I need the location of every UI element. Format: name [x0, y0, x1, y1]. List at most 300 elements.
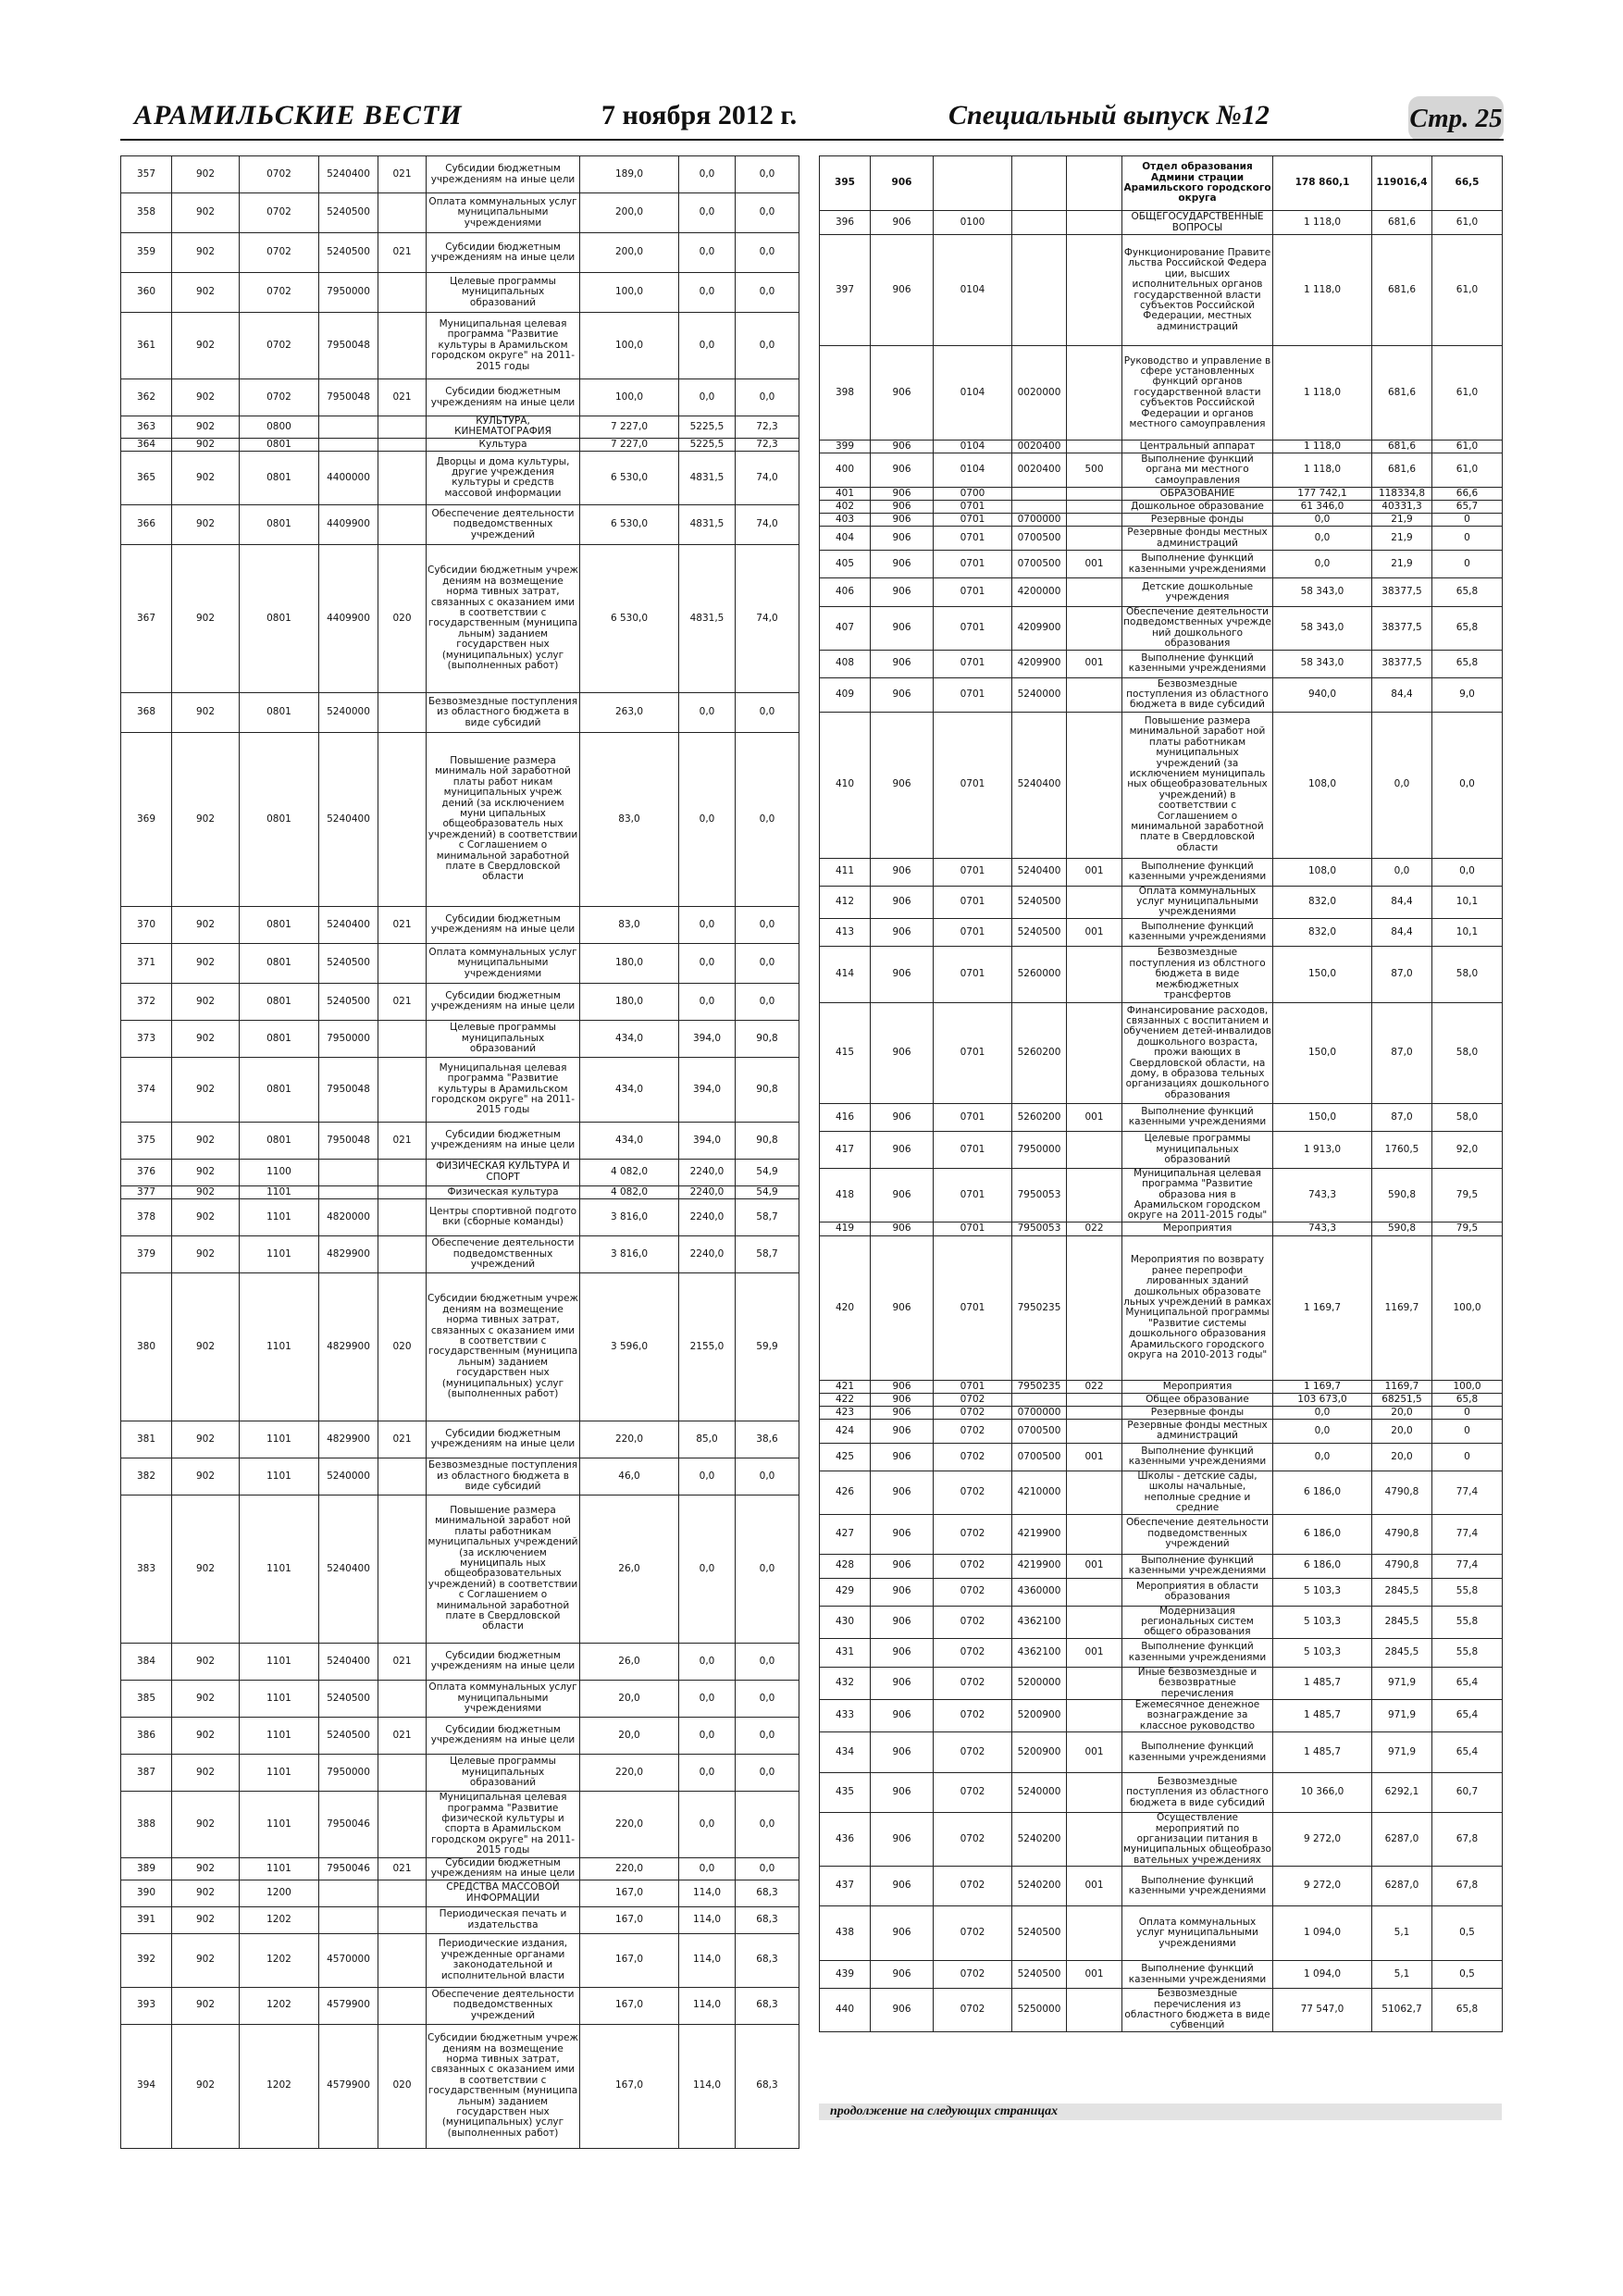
cell-fact: 681,6 — [1372, 441, 1432, 453]
cell-name: Мероприятия в области образования — [1122, 1578, 1273, 1606]
cell-pct: 61,0 — [1432, 235, 1503, 346]
cell-num: 381 — [121, 1421, 172, 1458]
cell-pct: 0,5 — [1432, 1961, 1503, 1989]
page-number: Стр. 25 — [1409, 103, 1503, 133]
cell-csr: 4579900 — [319, 2024, 378, 2148]
cell-num: 359 — [121, 233, 172, 273]
cell-name: Обеспечение деятельности подведомственных учреждений — [427, 1987, 580, 2024]
cell-vr — [1067, 886, 1122, 918]
cell-fact: 87,0 — [1372, 1002, 1432, 1103]
cell-fact: 0,0 — [679, 943, 736, 983]
cell-fact: 85,0 — [679, 1421, 736, 1458]
cell-pct: 55,8 — [1432, 1606, 1503, 1638]
cell-name: Выполнение функций казенными учреждениями — [1122, 1867, 1273, 1906]
cell-ved: 902 — [172, 233, 240, 273]
cell-name: Отдел образования Админи страции Арамильского городского округа — [1122, 156, 1273, 211]
cell-csr — [319, 1906, 378, 1933]
cell-vr — [378, 1020, 427, 1057]
cell-razdel: 0104 — [934, 235, 1012, 346]
cell-ved: 906 — [871, 1638, 934, 1667]
table-row — [121, 1458, 799, 1495]
cell-csr: 5240500 — [319, 233, 378, 273]
cell-razdel: 0801 — [240, 544, 319, 692]
table-row — [820, 1638, 1503, 1667]
special-issue-label: Специальный выпуск №12 — [948, 100, 1270, 130]
cell-pct: 0,0 — [736, 943, 799, 983]
cell-csr: 5240400 — [319, 156, 378, 193]
cell-name: Субсидии бюджетным учреждениям на иные цели — [427, 1421, 580, 1458]
cell-name: Безвозмездные поступления из областного бюджета в виде субсидий — [1122, 677, 1273, 712]
cell-csr: 5240000 — [1012, 677, 1067, 712]
cell-name: Периодические издания, учрежденные органами законодательной и исполнительной власти — [427, 1933, 580, 1987]
cell-pct: 92,0 — [1432, 1131, 1503, 1168]
table-row — [820, 501, 1503, 514]
cell-num: 434 — [820, 1732, 871, 1773]
cell-pct: 61,0 — [1432, 211, 1503, 235]
cell-name: Резервные фонды местных администраций — [1122, 527, 1273, 551]
table-row — [121, 233, 799, 273]
cell-ved: 902 — [172, 1880, 240, 1906]
cell-razdel: 0702 — [934, 1638, 1012, 1667]
cell-vr — [378, 1495, 427, 1643]
cell-vr: 001 — [1067, 1867, 1122, 1906]
cell-razdel: 0104 — [934, 441, 1012, 453]
cell-csr: 4829900 — [319, 1235, 378, 1272]
table-row — [121, 1495, 799, 1643]
cell-plan: 177 742,1 — [1273, 488, 1372, 501]
table-row — [820, 346, 1503, 441]
cell-razdel: 1101 — [240, 1680, 319, 1717]
table-row — [121, 1198, 799, 1235]
cell-fact: 0,0 — [679, 156, 736, 193]
cell-num: 377 — [121, 1185, 172, 1198]
cell-num: 402 — [820, 501, 871, 514]
cell-pct: 72,3 — [736, 416, 799, 439]
cell-name: КУЛЬТУРА, КИНЕМАТОГРАФИЯ — [427, 416, 580, 439]
table-row — [820, 441, 1503, 453]
cell-razdel: 1101 — [240, 1857, 319, 1880]
cell-vr — [1067, 514, 1122, 527]
cell-ved: 902 — [172, 313, 240, 379]
cell-num: 380 — [121, 1272, 172, 1421]
table-row — [820, 858, 1503, 886]
cell-csr: 5200900 — [1012, 1732, 1067, 1773]
cell-plan: 200,0 — [580, 193, 679, 233]
cell-plan: 83,0 — [580, 906, 679, 943]
cell-razdel: 0801 — [240, 438, 319, 451]
cell-plan: 7 227,0 — [580, 438, 679, 451]
cell-plan: 263,0 — [580, 692, 679, 732]
cell-plan: 4 082,0 — [580, 1185, 679, 1198]
cell-plan: 6 186,0 — [1273, 1514, 1372, 1554]
cell-razdel: 0702 — [934, 1813, 1012, 1867]
cell-num: 418 — [820, 1168, 871, 1222]
cell-pct: 0,0 — [1432, 712, 1503, 858]
cell-fact: 38377,5 — [1372, 578, 1432, 607]
cell-num: 417 — [820, 1131, 871, 1168]
table-row — [820, 1813, 1503, 1867]
cell-razdel: 1101 — [240, 1185, 319, 1198]
cell-pct: 59,9 — [736, 1272, 799, 1421]
cell-name: Муниципальная целевая программа "Развитие образова ния в Арамильском городском округе на 2011-2015 годы" — [1122, 1168, 1273, 1222]
cell-ved: 906 — [871, 650, 934, 677]
cell-fact: 0,0 — [679, 233, 736, 273]
cell-plan: 58 343,0 — [1273, 578, 1372, 607]
cell-ved: 902 — [172, 2024, 240, 2148]
cell-razdel: 0701 — [934, 946, 1012, 1002]
cell-ved: 906 — [871, 1989, 934, 2032]
cell-fact: 21,9 — [1372, 514, 1432, 527]
cell-plan: 178 860,1 — [1273, 156, 1372, 211]
cell-vr — [1067, 1419, 1122, 1443]
cell-name: Обеспечение деятельности подведомственных учреждений — [427, 504, 580, 544]
cell-vr — [1067, 235, 1122, 346]
table-row — [121, 504, 799, 544]
table-row — [121, 1717, 799, 1754]
cell-name: Дошкольное образование — [1122, 501, 1273, 514]
cell-pct: 0,0 — [736, 692, 799, 732]
cell-plan: 108,0 — [1273, 858, 1372, 886]
cell-name: Дворцы и дома культуры, другие учреждения культуры и средств массовой информации — [427, 451, 580, 504]
cell-fact: 20,0 — [1372, 1419, 1432, 1443]
cell-csr: 7950048 — [319, 313, 378, 379]
cell-ved: 906 — [871, 858, 934, 886]
cell-csr: 5240400 — [319, 1643, 378, 1680]
table-row — [820, 1222, 1503, 1235]
cell-pct: 77,4 — [1432, 1554, 1503, 1578]
cell-num: 404 — [820, 527, 871, 551]
cell-pct: 65,4 — [1432, 1667, 1503, 1699]
cell-num: 427 — [820, 1514, 871, 1554]
cell-fact: 681,6 — [1372, 235, 1432, 346]
cell-fact: 971,9 — [1372, 1732, 1432, 1773]
cell-fact: 119016,4 — [1372, 156, 1432, 211]
cell-ved: 902 — [172, 732, 240, 906]
cell-ved: 902 — [172, 1754, 240, 1791]
cell-ved: 906 — [871, 501, 934, 514]
table-row — [121, 156, 799, 193]
cell-razdel: 0702 — [934, 1406, 1012, 1419]
cell-name: Выполнение функций казенными учреждениями — [1122, 1443, 1273, 1471]
table-row — [121, 1122, 799, 1159]
cell-ved: 906 — [871, 1961, 934, 1989]
cell-ved: 906 — [871, 488, 934, 501]
cell-razdel: 0801 — [240, 1020, 319, 1057]
cell-plan: 1 118,0 — [1273, 235, 1372, 346]
cell-fact: 5225,5 — [679, 438, 736, 451]
cell-ved: 902 — [172, 156, 240, 193]
page-number-badge — [1408, 96, 1504, 141]
cell-plan: 0,0 — [1273, 1419, 1372, 1443]
cell-name: Безвозмездные поступления из облстного бюджета в виде межбюджетных трансфертов — [1122, 946, 1273, 1002]
cell-pct: 68,3 — [736, 1987, 799, 2024]
table-row — [820, 712, 1503, 858]
cell-name: Резервные фонды — [1122, 1406, 1273, 1419]
cell-razdel: 0702 — [934, 1578, 1012, 1606]
cell-name: Периодическая печать и издательства — [427, 1906, 580, 1933]
table-row — [121, 1643, 799, 1680]
cell-num: 362 — [121, 379, 172, 416]
cell-fact: 21,9 — [1372, 551, 1432, 578]
cell-fact: 394,0 — [679, 1122, 736, 1159]
cell-vr — [1067, 1989, 1122, 2032]
cell-ved: 902 — [172, 1020, 240, 1057]
cell-name: Муниципальная целевая программа "Развитие физической культуры и спорта в Арамильском городском округе" на 2011-2015 годы — [427, 1791, 580, 1857]
cell-ved: 902 — [172, 1198, 240, 1235]
cell-pct: 58,0 — [1432, 946, 1503, 1002]
cell-vr — [378, 1791, 427, 1857]
cell-razdel: 0701 — [934, 712, 1012, 858]
cell-razdel: 0702 — [934, 1554, 1012, 1578]
cell-ved: 906 — [871, 1578, 934, 1606]
table-row — [820, 527, 1503, 551]
cell-plan: 1 118,0 — [1273, 453, 1372, 488]
cell-ved: 906 — [871, 453, 934, 488]
cell-csr: 7950235 — [1012, 1380, 1067, 1393]
cell-vr — [1067, 1773, 1122, 1813]
cell-num: 413 — [820, 918, 871, 946]
cell-plan: 0,0 — [1273, 1443, 1372, 1471]
cell-plan: 9 272,0 — [1273, 1867, 1372, 1906]
cell-num: 411 — [820, 858, 871, 886]
cell-csr: 5240000 — [319, 1458, 378, 1495]
cell-csr — [1012, 501, 1067, 514]
cell-fact: 0,0 — [679, 1754, 736, 1791]
table-row — [121, 732, 799, 906]
cell-pct: 61,0 — [1432, 441, 1503, 453]
cell-fact: 0,0 — [679, 1680, 736, 1717]
cell-razdel: 0702 — [934, 1667, 1012, 1699]
cell-plan: 434,0 — [580, 1057, 679, 1122]
cell-csr: 0020400 — [1012, 441, 1067, 453]
cell-name: Повышение размера минимальной заработ ной платы работникам муниципальных учреждений (за исключением муниципаль ных общеобразовательных учреждений) в соответствии с Соглашением о минимальной заработной плате в Свердловской области — [427, 1495, 580, 1643]
cell-num: 371 — [121, 943, 172, 983]
cell-vr: 020 — [378, 544, 427, 692]
cell-name: Оплата коммунальных услуг муниципальными учреждениями — [427, 193, 580, 233]
cell-name: Модернизация региональных систем общего образования — [1122, 1606, 1273, 1638]
cell-csr: 4829900 — [319, 1421, 378, 1458]
cell-vr — [1067, 1813, 1122, 1867]
cell-pct: 58,0 — [1432, 1103, 1503, 1131]
cell-num: 421 — [820, 1380, 871, 1393]
cell-num: 379 — [121, 1235, 172, 1272]
cell-name: Субсидии бюджетным учреждениям на иные цели — [427, 1122, 580, 1159]
cell-pct: 77,4 — [1432, 1514, 1503, 1554]
cell-name: Обеспечение деятельности подведомственных учрежде ний дошкольного образования — [1123, 606, 1271, 650]
cell-csr — [319, 1880, 378, 1906]
cell-csr: 4219900 — [1012, 1554, 1067, 1578]
cell-csr: 5260200 — [1012, 1002, 1067, 1103]
cell-plan: 58 343,0 — [1273, 650, 1372, 677]
issue-date: 7 ноября 2012 г. — [601, 100, 798, 130]
cell-vr — [378, 1198, 427, 1235]
table-row — [121, 193, 799, 233]
cell-num: 361 — [121, 313, 172, 379]
cell-fact: 40331,3 — [1372, 501, 1432, 514]
cell-razdel: 1100 — [240, 1159, 319, 1185]
cell-num: 386 — [121, 1717, 172, 1754]
cell-pct: 74,0 — [736, 451, 799, 504]
cell-vr — [1067, 1514, 1122, 1554]
cell-ved: 902 — [172, 504, 240, 544]
cell-num: 366 — [121, 504, 172, 544]
cell-razdel: 0701 — [934, 578, 1012, 607]
cell-fact: 114,0 — [679, 1987, 736, 2024]
cell-csr: 0020000 — [1012, 346, 1067, 441]
table-row — [121, 1680, 799, 1717]
cell-name: Повышение размера минимальной заработ ной платы работникам муниципальных учреждений (за исключением муниципаль ных общеобразовательных учреждений) в соответствии с Соглашением о минимальной заработной плате в Свердловской области — [1122, 712, 1273, 858]
cell-plan: 189,0 — [580, 156, 679, 193]
cell-ved: 906 — [871, 1514, 934, 1554]
cell-pct: 74,0 — [736, 504, 799, 544]
cell-fact: 6287,0 — [1372, 1813, 1432, 1867]
cell-pct: 79,5 — [1432, 1168, 1503, 1222]
table-row — [121, 1754, 799, 1791]
cell-vr: 021 — [378, 1643, 427, 1680]
cell-vr: 020 — [378, 1272, 427, 1421]
cell-razdel: 0701 — [934, 1131, 1012, 1168]
cell-num: 385 — [121, 1680, 172, 1717]
cell-ved: 902 — [172, 1906, 240, 1933]
cell-ved: 906 — [871, 235, 934, 346]
cell-name: Школы - детские сады, школы начальные, неполные средние и средние — [1122, 1471, 1273, 1514]
cell-name: ФИЗИЧЕСКАЯ КУЛЬТУРА И СПОРТ — [427, 1159, 580, 1185]
cell-pct: 0,0 — [736, 156, 799, 193]
table-row — [820, 677, 1503, 712]
cell-num: 369 — [121, 732, 172, 906]
table-row — [121, 379, 799, 416]
cell-razdel: 0104 — [934, 346, 1012, 441]
cell-num: 376 — [121, 1159, 172, 1185]
cell-ved: 906 — [871, 441, 934, 453]
cell-razdel: 0701 — [934, 607, 1012, 651]
cell-fact: 21,9 — [1372, 527, 1432, 551]
cell-num: 392 — [121, 1933, 172, 1987]
cell-vr — [378, 313, 427, 379]
table-row — [121, 1791, 799, 1857]
cell-vr — [378, 692, 427, 732]
cell-csr — [1012, 1393, 1067, 1406]
cell-name: Субсидии бюджетным учреждениям на иные цели — [427, 156, 580, 193]
cell-ved: 902 — [172, 1717, 240, 1754]
cell-plan: 1 485,7 — [1273, 1732, 1372, 1773]
cell-csr: 7950046 — [319, 1791, 378, 1857]
cell-plan: 832,0 — [1273, 918, 1372, 946]
cell-num: 400 — [820, 453, 871, 488]
cell-vr — [1067, 677, 1122, 712]
cell-plan: 77 547,0 — [1273, 1989, 1372, 2032]
table-row — [121, 1185, 799, 1198]
cell-fact: 20,0 — [1372, 1406, 1432, 1419]
cell-num: 432 — [820, 1667, 871, 1699]
continuation-bar — [819, 2104, 1502, 2120]
cell-num: 390 — [121, 1880, 172, 1906]
cell-fact: 394,0 — [679, 1057, 736, 1122]
table-row — [121, 1020, 799, 1057]
cell-csr: 5240500 — [1012, 918, 1067, 946]
cell-ved: 906 — [871, 1168, 934, 1222]
cell-pct: 0 — [1432, 551, 1503, 578]
cell-razdel: 1101 — [240, 1198, 319, 1235]
cell-ved: 906 — [871, 1471, 934, 1514]
cell-pct: 68,3 — [736, 1906, 799, 1933]
cell-fact: 84,4 — [1372, 918, 1432, 946]
cell-vr — [378, 1880, 427, 1906]
cell-name: Выполнение функций казенными учреждениями — [1122, 1961, 1273, 1989]
cell-pct: 0,0 — [736, 379, 799, 416]
cell-ved: 906 — [871, 1773, 934, 1813]
cell-plan: 167,0 — [580, 1880, 679, 1906]
cell-name: Общее образование — [1122, 1393, 1273, 1406]
cell-razdel: 0702 — [240, 273, 319, 313]
cell-fact: 51062,7 — [1372, 1989, 1432, 2032]
cell-fact: 0,0 — [679, 732, 736, 906]
cell-ved: 906 — [871, 1419, 934, 1443]
cell-name: Субсидии бюджетным учреж дениям на возмещение норма тивных затрат, связанных с оказанием ими в соответствии с государственным (муниципа льным) заданием государствен ных (муниципальных) услуг (выполненных работ) — [427, 2024, 580, 2148]
cell-plan: 0,0 — [1273, 527, 1372, 551]
cell-vr — [1067, 501, 1122, 514]
cell-name: СРЕДСТВА МАССОВОЙ ИНФОРМАЦИИ — [427, 1880, 580, 1906]
cell-num: 365 — [121, 451, 172, 504]
cell-razdel: 0702 — [934, 1732, 1012, 1773]
cell-plan: 1 118,0 — [1273, 211, 1372, 235]
cell-num: 405 — [820, 551, 871, 578]
cell-csr — [319, 1159, 378, 1185]
cell-razdel: 0801 — [240, 504, 319, 544]
cell-num: 368 — [121, 692, 172, 732]
cell-fact: 6287,0 — [1372, 1867, 1432, 1906]
cell-pct: 67,8 — [1432, 1867, 1503, 1906]
cell-fact: 4790,8 — [1372, 1471, 1432, 1514]
cell-vr: 021 — [378, 156, 427, 193]
table-row — [121, 692, 799, 732]
cell-csr: 4362100 — [1012, 1606, 1067, 1638]
cell-ved: 902 — [172, 692, 240, 732]
cell-num: 373 — [121, 1020, 172, 1057]
cell-csr: 5240500 — [319, 1680, 378, 1717]
cell-plan: 100,0 — [580, 273, 679, 313]
cell-vr — [1067, 1667, 1122, 1699]
cell-razdel: 1101 — [240, 1272, 319, 1421]
cell-ved: 902 — [172, 1057, 240, 1122]
cell-vr — [1067, 712, 1122, 858]
table-row — [820, 235, 1503, 346]
cell-vr: 001 — [1067, 1638, 1122, 1667]
cell-pct: 90,8 — [736, 1122, 799, 1159]
cell-name: Выполнение функций казенными учреждениями — [1122, 1732, 1273, 1773]
cell-ved: 902 — [172, 1680, 240, 1717]
cell-ved: 906 — [871, 578, 934, 607]
cell-ved: 906 — [871, 1813, 934, 1867]
cell-vr — [1067, 1906, 1122, 1961]
cell-csr: 5240500 — [319, 193, 378, 233]
cell-pct: 0 — [1432, 1419, 1503, 1443]
cell-name: Субсидии бюджетным учреж дениям на возмещение норма тивных затрат, связанных с оказанием ими в соответствии с государственным (муниципа льным) заданием государствен ных (муниципальных) услуг (выполненных работ) — [427, 1272, 580, 1421]
cell-name: Ежемесячное денежное вознаграждение за классное руководство — [1122, 1699, 1273, 1731]
table-row — [820, 551, 1503, 578]
cell-num: 407 — [820, 607, 871, 651]
cell-plan: 83,0 — [580, 732, 679, 906]
cell-razdel: 1200 — [240, 1880, 319, 1906]
cell-name: Функционирование Правите льства Российской Федера ции, высших исполнительных органов государственной власти субъектов Российской Федерации, местных администраций — [1122, 235, 1273, 346]
cell-razdel: 0701 — [934, 858, 1012, 886]
cell-num: 437 — [820, 1867, 871, 1906]
cell-csr: 7950000 — [319, 1754, 378, 1791]
cell-ved: 906 — [871, 1103, 934, 1131]
cell-num: 387 — [121, 1754, 172, 1791]
cell-name: Повышение размера минималь ной заработной платы работ никам муниципальных учреж дений (за исключением муни ципальных общеобразователь ных учреждений) в соответствии с Соглашением о минимальной заработной плате в Свердловской области — [427, 732, 580, 906]
cell-fact: 20,0 — [1372, 1443, 1432, 1471]
